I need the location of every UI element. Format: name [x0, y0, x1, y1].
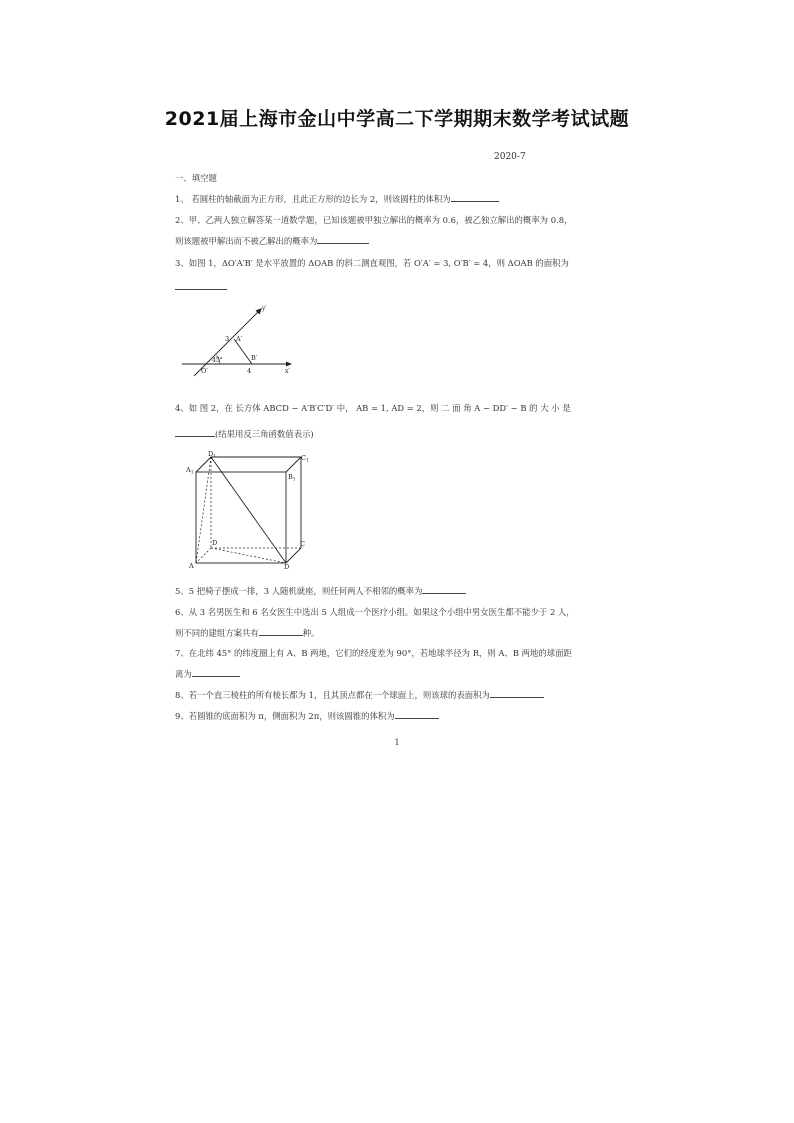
section-heading: 一、填空题 [175, 173, 217, 183]
question-6-text-b: 种。 [302, 628, 320, 638]
question-6-line-1: 6、从 3 名男医生和 6 名女医生中选出 5 人组成一个医疗小组。如果这个小组中男女医生都不能少于 2 人， [175, 607, 575, 617]
vertex-b1-label: $B_1$ [288, 473, 296, 483]
question-1-text: 1、 若圆柱的轴截面为正方形，且此正方形的边长为 2，则该圆柱的体积为 [175, 194, 451, 204]
question-7-text: 离为 [175, 669, 192, 679]
hidden-edge-d-a [196, 548, 211, 563]
exam-date: 2020-7 [494, 152, 526, 162]
oa-length-label: 3 [225, 335, 230, 343]
question-2-line-2 [175, 235, 369, 247]
hidden-edge-d-b [211, 548, 286, 563]
vertex-d-label: D [212, 539, 218, 547]
point-a-label: A′ [236, 335, 243, 343]
question-4-line-2 [175, 428, 314, 440]
answer-blank [192, 668, 240, 677]
answer-blank [490, 689, 544, 698]
answer-blank [259, 627, 303, 636]
question-7-line-1: 7、在北纬 45° 的纬度圈上有 A、B 两地，它们的经度差为 90°，若地球半径为 R，则 A、B 两地的球面距 [175, 648, 572, 658]
vertex-a1-label: $A_1$ [186, 466, 194, 476]
question-6-text-a: 则不同的建组方案共有 [175, 628, 259, 638]
edge-a1-d1 [196, 457, 211, 472]
question-6-line-2 [175, 627, 320, 639]
question-9 [175, 710, 439, 722]
diagonal-d1-b [211, 457, 286, 563]
vertex-c1-label: $C_1$ [301, 454, 309, 464]
vertex-b-label: D [284, 563, 290, 571]
question-2-text: 则该题被甲解出而不被乙解出的概率为 [175, 236, 318, 246]
question-3-line-1: 3、如图 1，ΔO′A′B′ 是水平放置的 ΔOAB 的斜二测直观图，若 O′A′ = 3, O′B′ = 4，则 ΔOAB 的面积为 [175, 258, 569, 268]
vertex-a-label: A [189, 562, 194, 570]
edge-c-b [286, 548, 301, 563]
question-2-line-1: 2、甲、乙两人独立解答某一道数学题，已知该题被甲独立解出的概率为 0.6，被乙独立解出的概率为 0.8， [175, 215, 573, 225]
answer-blank [175, 281, 227, 290]
x-axis-arrow [286, 362, 292, 367]
answer-blank [395, 710, 439, 719]
question-5-text: 5、5 把椅子摆成一排，3 人随机就座，则任何两人不相邻的概率为 [175, 586, 423, 596]
vertex-c-label: C [300, 540, 305, 548]
question-5 [175, 585, 466, 597]
question-8-text: 8、若一个直三棱柱的所有棱长都为 1，且其顶点都在一个球面上，则该球的表面积为 [175, 690, 490, 700]
figure-1-oblique-axes [178, 302, 298, 384]
page-title: 2021届上海市金山中学高二下学期期末数学考试试题 [164, 108, 630, 130]
answer-blank [317, 235, 369, 244]
point-b-label: B′ [251, 354, 258, 362]
question-1 [175, 193, 499, 205]
page-number: 1 [394, 738, 400, 747]
question-9-text: 9、若圆锥的底面积为 π，侧面积为 2π，则该圆锥的体积为 [175, 711, 395, 721]
ob-length-label: 4 [247, 367, 252, 375]
question-3-line-2 [175, 281, 227, 292]
answer-blank [451, 193, 499, 202]
vertex-d1-label: $D_1$ [208, 450, 217, 460]
hidden-edge-d1-a [196, 457, 211, 563]
front-face [196, 472, 286, 563]
figure-2-cuboid [184, 448, 314, 572]
edge-c1-b1 [286, 457, 301, 472]
answer-blank [422, 585, 466, 594]
question-4-note: (结果用反三角函数值表示) [215, 429, 314, 439]
x-axis-label: x′ [285, 368, 290, 375]
answer-blank [175, 428, 215, 437]
angle-label: 45° [212, 357, 223, 364]
question-7-line-2 [175, 668, 240, 680]
question-8 [175, 689, 544, 701]
origin-label: O′ [201, 367, 208, 375]
y-axis-label: y′ [262, 305, 267, 312]
question-4-line-1: 4、如 图 2，在 长方体 ABCD − A′B′C′D′ 中， AB = 1, AD = 2，则 二 面 角 A − DD′ − B 的 大 小 是 [175, 403, 571, 413]
